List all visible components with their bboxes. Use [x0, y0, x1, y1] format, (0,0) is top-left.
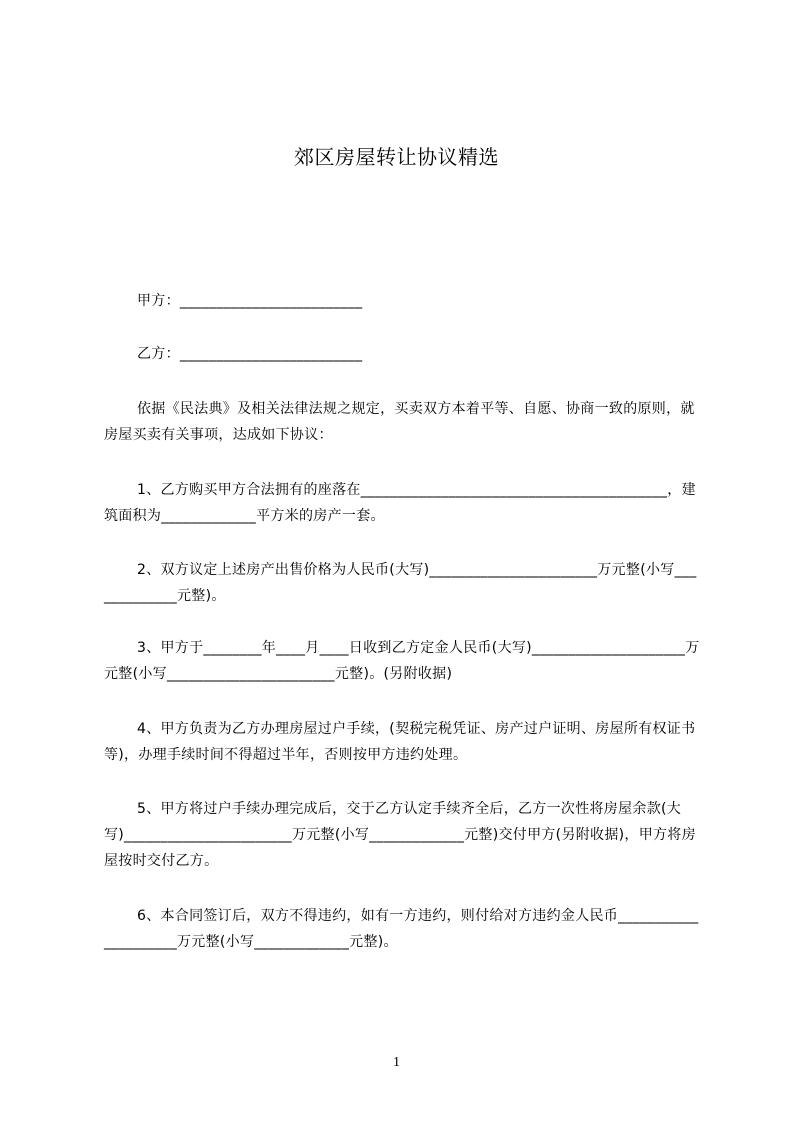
clause-6: 6、本合同签订后，双方不得违约，如有一方违约，则付给对方违约金人民币_____________________万元整(小写_____________元整)。	[104, 908, 699, 950]
document-title: 郊区房屋转让协议精选	[294, 145, 499, 169]
intro-paragraph: 依据《民法典》及相关法律法规之规定，买卖双方本着平等、自愿、协商一致的原则，就房屋买卖有关事项，达成如下协议：	[104, 401, 695, 443]
clause-2: 2、双方议定上述房产出售价格为人民币(大写)_______________________万元整(小写_____________元整)。	[104, 562, 697, 604]
party-a-line: 甲方：_________________________	[137, 293, 363, 309]
page-number: 1	[393, 1055, 400, 1070]
clause-1: 1、乙方购买甲方合法拥有的座落在__________________________________________，建筑面积为_____________平方米的房产一套。	[104, 482, 696, 524]
party-b-line: 乙方：_________________________	[137, 346, 363, 362]
clause-4: 4、甲方负责为乙方办理房屋过户手续，(契税完税凭证、房产过户证明、房屋所有权证书等)，办理手续时间不得超过半年，否则按甲方违约处理。	[104, 721, 696, 763]
clause-5: 5、甲方将过户手续办理完成后，交于乙方认定手续齐全后，乙方一次性将房屋余款(大写)_______________________万元整(小写_____________元整)交付甲方(另附收据)，甲方将房屋按时交付乙方。	[104, 801, 696, 869]
clause-3: 3、甲方于________年____月____日收到乙方定金人民币(大写)_____________________万元整(小写_______________________元整)。(另附收据)	[104, 640, 700, 682]
